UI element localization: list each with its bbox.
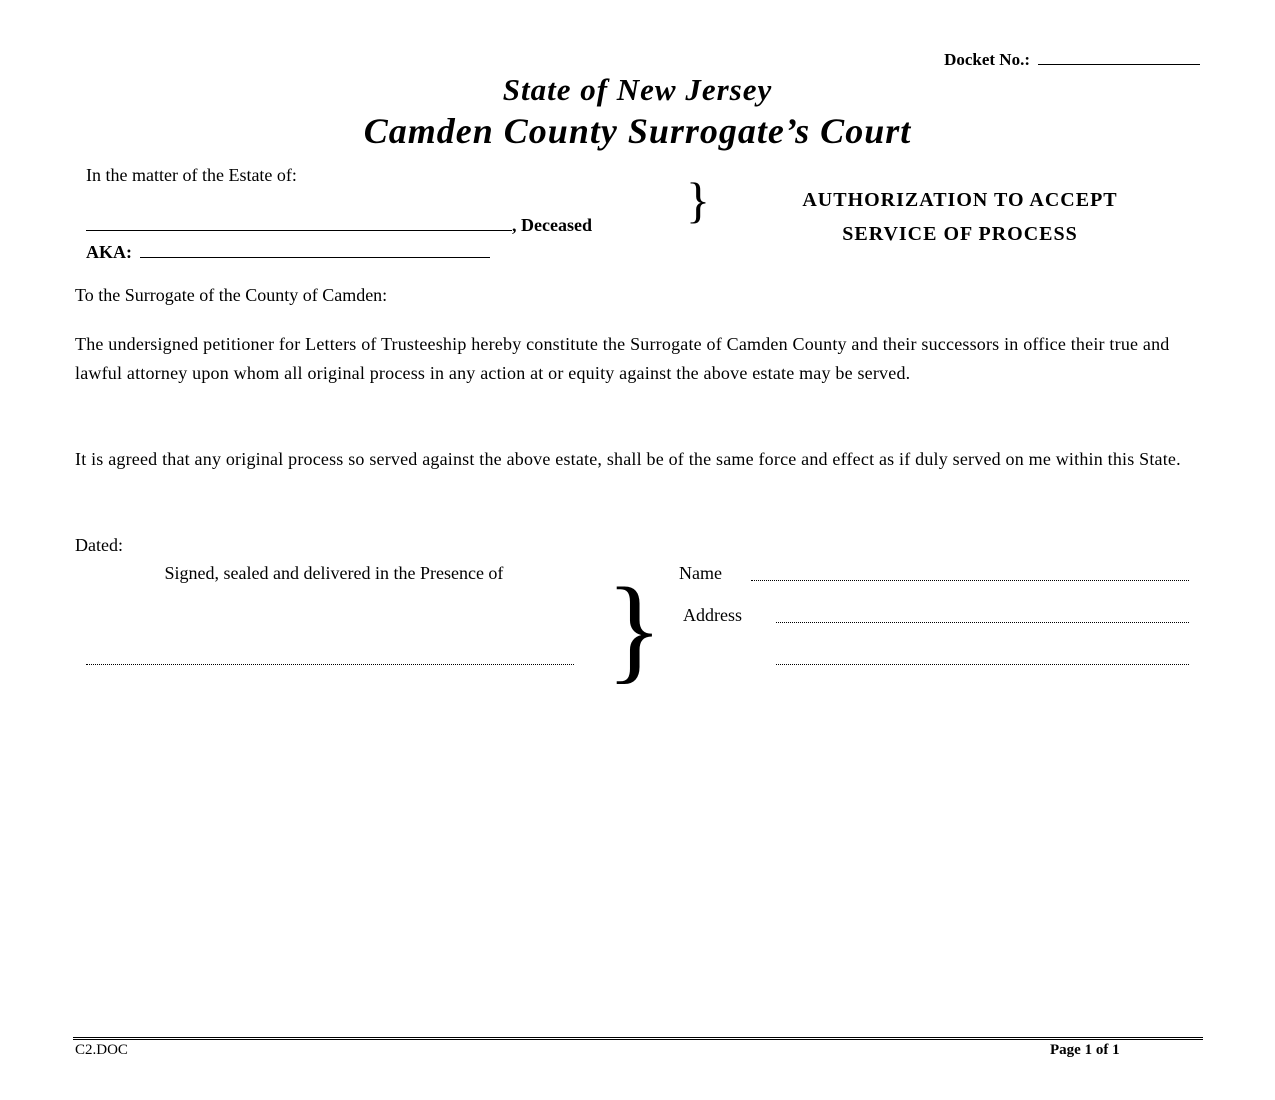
form-title: [730, 183, 1190, 251]
aka-field[interactable]: [140, 239, 490, 258]
name-label: Name: [679, 563, 722, 583]
address-field-line-1[interactable]: [776, 622, 1189, 623]
footer-divider: [73, 1037, 1203, 1040]
address-label: Address: [683, 605, 742, 625]
body-paragraph-2: It is agreed that any original process so served against the above estate, shall be of the same force and effect as if duly served on me within this State.: [75, 449, 1181, 469]
right-brace-icon: }: [686, 172, 710, 228]
aka-label: AKA:: [86, 242, 132, 262]
witness-signature-line[interactable]: [86, 664, 574, 665]
docket-number-field[interactable]: [1038, 64, 1200, 65]
form-title-line-2: SERVICE OF PROCESS: [842, 223, 1078, 245]
deceased-name-field[interactable]: [86, 210, 512, 231]
deceased-label: , Deceased: [512, 215, 592, 235]
dated-label: Dated:: [75, 535, 123, 555]
estate-matter-label: In the matter of the Estate of:: [86, 165, 297, 185]
name-field[interactable]: [751, 580, 1189, 581]
aka-row: [86, 239, 490, 263]
page-number: Page 1 of 1: [1050, 1042, 1120, 1058]
docket-label: Docket No.:: [944, 50, 1030, 69]
deceased-row: [86, 210, 592, 236]
court-title: Camden County Surrogate’s Court: [363, 111, 912, 151]
docket-number: [944, 50, 1200, 70]
form-title-line-1: AUTHORIZATION TO ACCEPT: [802, 189, 1118, 211]
salutation: To the Surrogate of the County of Camden:: [75, 285, 388, 305]
large-right-brace-icon: }: [606, 563, 663, 694]
address-field-line-2[interactable]: [776, 664, 1189, 665]
state-title: State of New Jersey: [502, 72, 773, 107]
document-id: C2.DOC: [75, 1042, 128, 1058]
body-paragraph-1: The undersigned petitioner for Letters of Trusteeship hereby constitute the Surrogate of Camden County and their successors in office their true and lawful attorney upon whom all original process in any action at or equity against the above estate may be served.: [75, 334, 1170, 383]
witness-label: Signed, sealed and delivered in the Presence of: [164, 563, 504, 583]
